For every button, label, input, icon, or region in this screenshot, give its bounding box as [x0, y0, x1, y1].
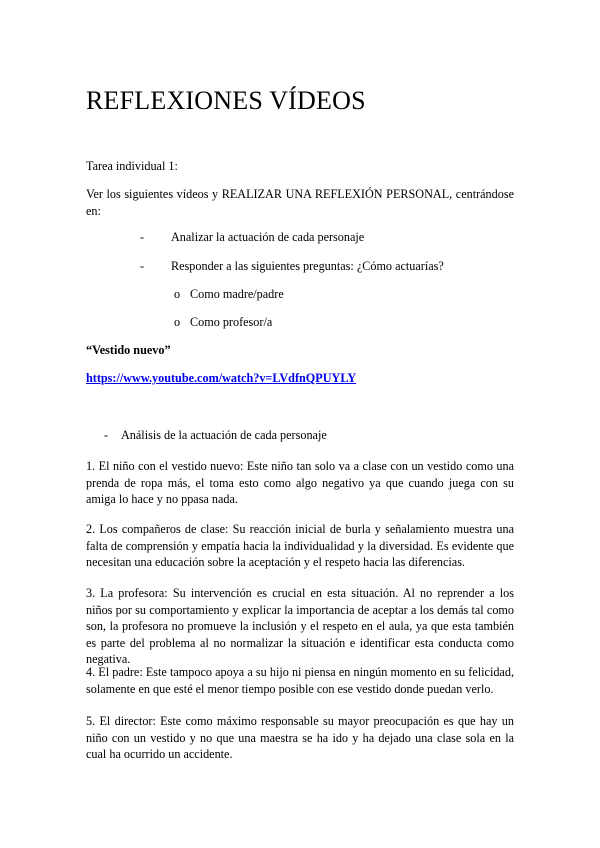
circle-marker: o — [174, 287, 181, 301]
dash-marker: - — [140, 259, 145, 273]
character-paragraph: 2. Los compañeros de clase: Su reacción inicial de burla y señalamiento muestra una falta de comprensión y empatía hacia la individualidad y la diversidad. Es evidente que necesitan una educación sobre la aceptación y el respeto hacia las diferencias. — [86, 522, 514, 569]
sub-bullet-text: Como profesor/a — [190, 315, 273, 329]
character-paragraph: 3. La profesora: Su intervención es crucial en esta situación. Al no reprender a los niños por su comportamiento y explicar la importancia de aceptar a los demás tal como son, la profesora no promueve la inclusión y el respeto en el aula, ya que esta también es parte del problema al no normalizar la situación e identificar esta conducta como negativa. — [86, 586, 514, 666]
page-title: REFLEXIONES VÍDEOS — [86, 86, 366, 115]
bullet-text: Analizar la actuación de cada personaje — [171, 230, 365, 244]
analysis-heading-text: Análisis de la actuación de cada personaje — [121, 428, 327, 442]
character-paragraph: 5. El director: Este como máximo responsable su mayor preocupación es que hay un niño con un vestido y no que una maestra se ha ido y ha dejado una clase sola en la cual ha ocurrido un accidente. — [86, 714, 514, 761]
circle-marker: o — [174, 315, 181, 329]
task-label: Tarea individual 1: — [86, 159, 178, 173]
dash-marker: - — [104, 428, 109, 442]
dash-marker: - — [140, 230, 145, 244]
bullet-text: Responder a las siguientes preguntas: ¿Cómo actuarías? — [171, 259, 444, 273]
video-title: “Vestido nuevo” — [86, 343, 171, 357]
intro-paragraph: Ver los siguientes vídeos y REALIZAR UNA REFLEXIÓN PERSONAL, centrándose en: — [86, 187, 514, 218]
character-paragraph: 1. El niño con el vestido nuevo: Este niño tan solo va a clase con un vestido como una prenda de ropa más, el toma esto como algo negativo ya que cuando juega con su amiga lo hace y no ppasa nada. — [86, 459, 514, 506]
character-paragraph: 4. El padre: Este tampoco apoya a su hijo ni piensa en ningún momento en su felicidad, solamente en que esté el menor tiempo posible con ese vestido donde puedan verlo. — [86, 665, 514, 696]
video-link[interactable]: https://www.youtube.com/watch?v=LVdfnQPUYLY — [86, 371, 357, 385]
sub-bullet-text: Como madre/padre — [190, 287, 284, 301]
